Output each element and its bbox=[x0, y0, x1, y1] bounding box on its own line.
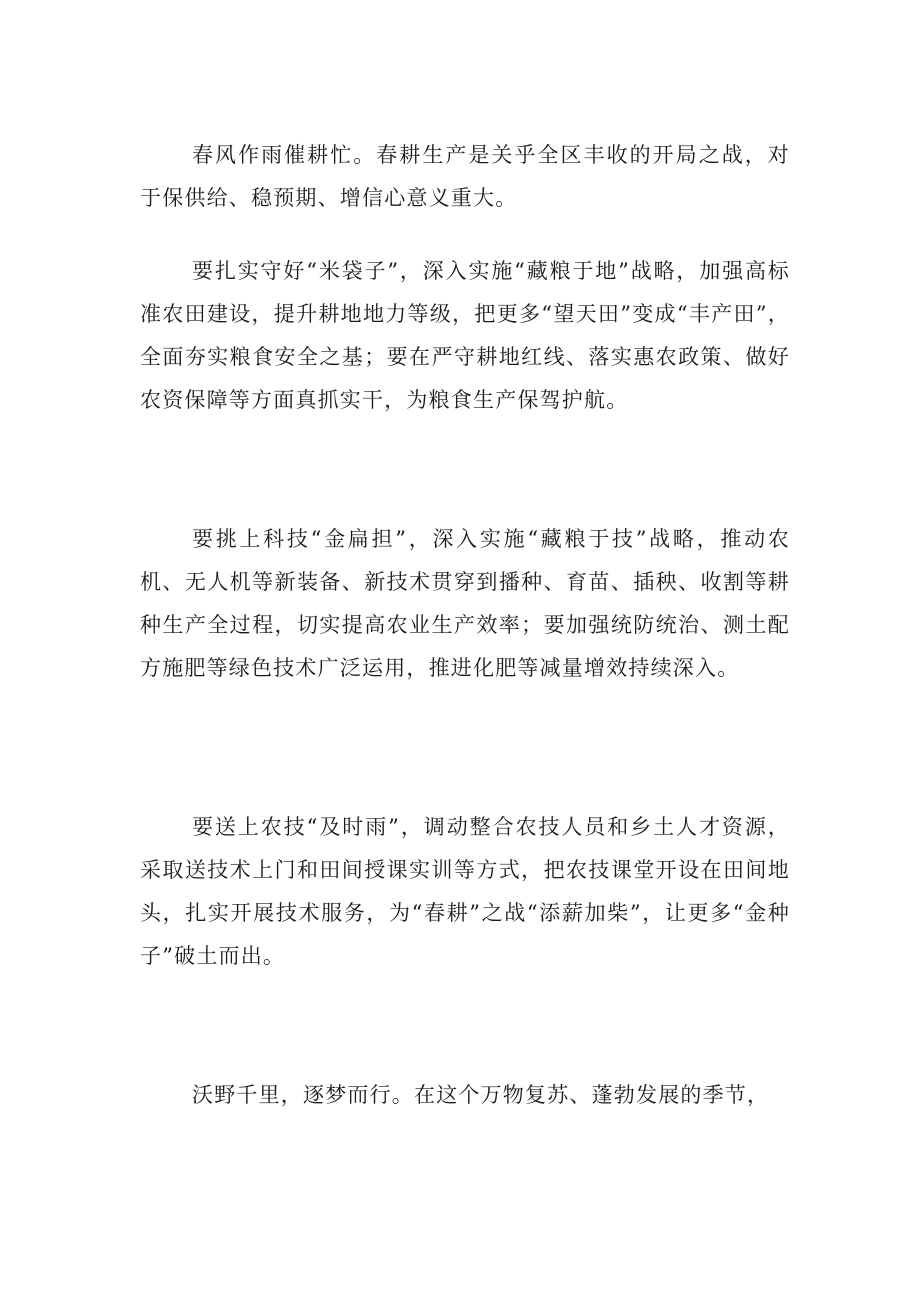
paragraph-timely-rain: 要送上农技“及时雨”，调动整合农技人员和乡土人才资源，采取送技术上门和田间授课实训等方式，把农技课堂开设在田间地头，扎实开展技术服务，为“春耕”之战“添薪加柴”，让更多“金种子”破土而出。 bbox=[140, 815, 790, 968]
paragraph-tech-pole: 要挑上科技“金扁担”，深入实施“藏粮于技”战略，推动农机、无人机等新装备、新技术贯穿到播种、育苗、插秧、收割等耕种生产全过程，切实提高农业生产效率；要加强统防统治、测土配方施肥等绿色技术广泛运用，推进化肥等减量增效持续深入。 bbox=[140, 527, 790, 680]
paragraph-closing: 沃野千里，逐梦而行。在这个万物复苏、蓬勃发展的季节， bbox=[192, 1083, 770, 1107]
paragraph-intro: 春风作雨催耕忙。春耕生产是关乎全区丰收的开局之战，对于保供给、稳预期、增信心意义重大。 bbox=[140, 143, 790, 210]
paragraph-rice-bag: 要扎实守好“米袋子”，深入实施“藏粮于地”战略，加强高标准农田建设，提升耕地地力等级，把更多“望天田”变成“丰产田”，全面夯实粮食安全之基；要在严守耕地红线、落实惠农政策、做好农资保障等方面真抓实干，为粮食生产保驾护航。 bbox=[140, 259, 790, 412]
